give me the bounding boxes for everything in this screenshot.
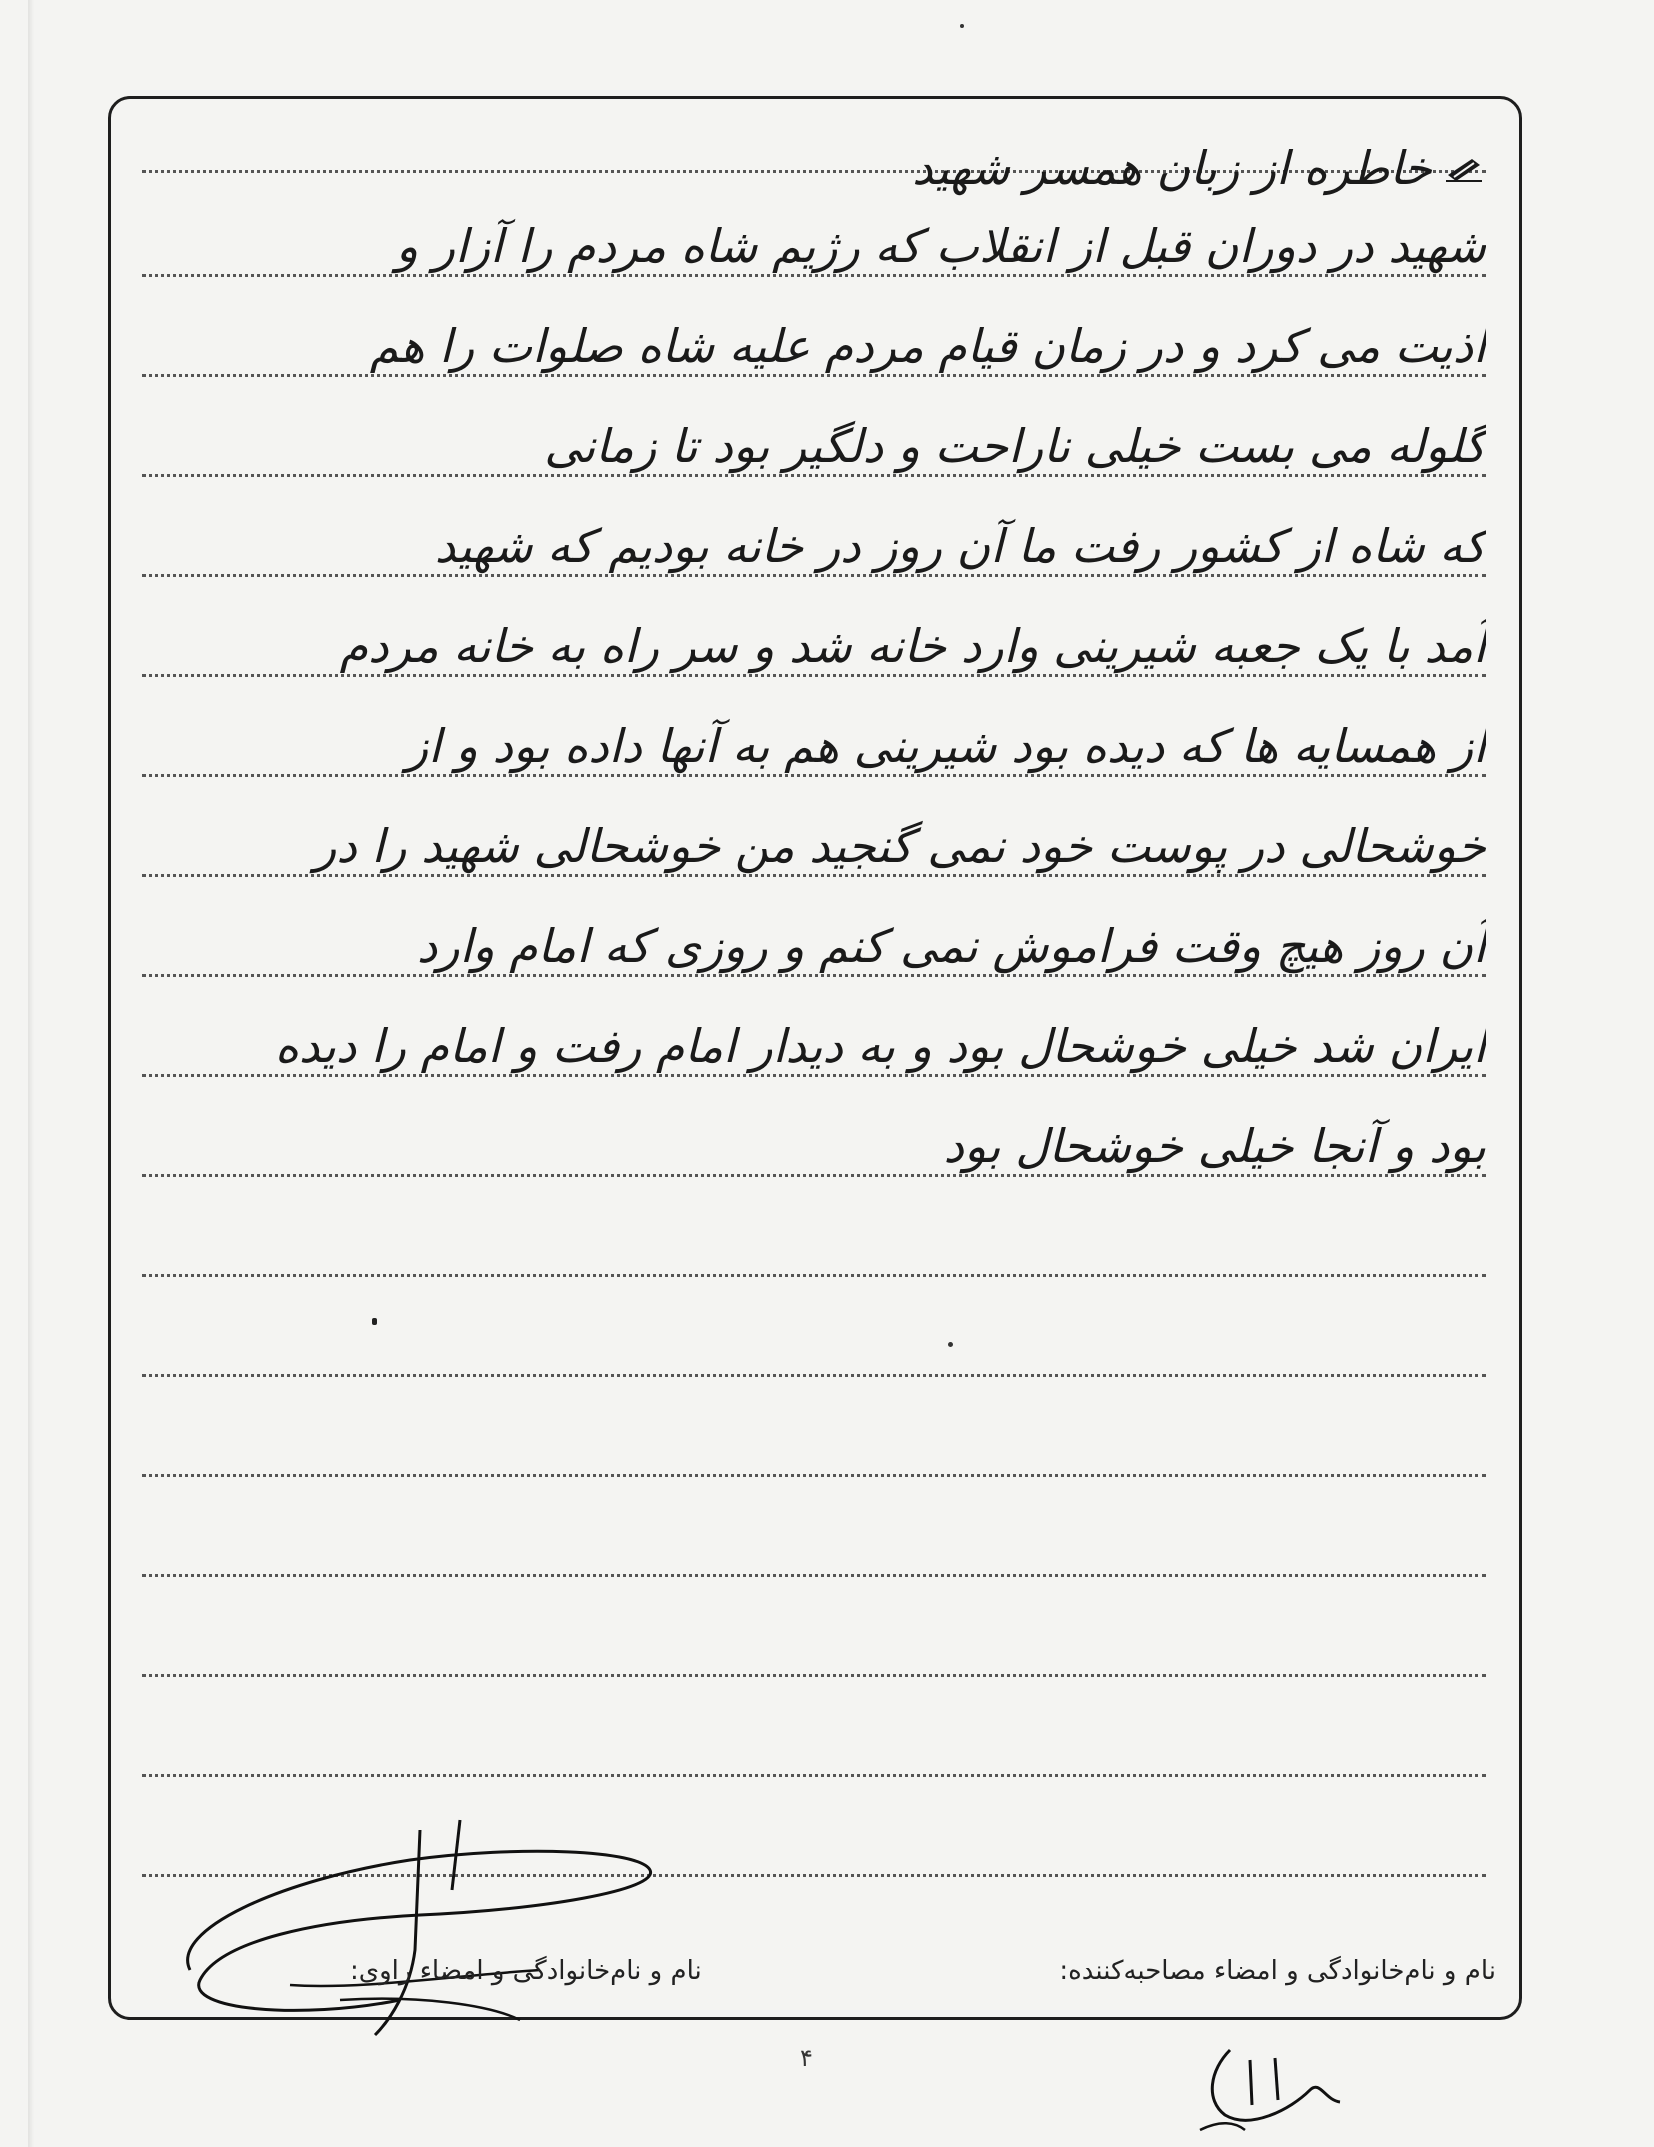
memoir-line: آمد با یک جعبه شیرینی وارد خانه شد و سر راه به خانه مردم: [339, 619, 1486, 673]
memoir-line: که شاه از کشور رفت ما آن روز در خانه بودیم که شهید: [434, 519, 1486, 573]
scan-speck: [948, 1342, 953, 1347]
memoir-line: شهید در دوران قبل از انقلاب که رژیم شاه مردم را آزار و: [396, 219, 1486, 273]
memoir-title: خاطره از زبان همسر شهید: [912, 141, 1432, 195]
pen-writing-icon: [1444, 153, 1484, 183]
page-number: ۴: [800, 2044, 813, 2072]
ruled-line: [142, 1774, 1486, 1777]
memoir-line: ایران شد خیلی خوشحال بود و به دیدار امام رفت و امام را دیده: [274, 1019, 1486, 1073]
memoir-line: اذیت می کرد و در زمان قیام مردم علیه شاه صلوات را هم: [369, 319, 1486, 373]
interviewer-signature: [1190, 2030, 1350, 2140]
scan-speck: [372, 1318, 377, 1325]
memoir-line: گلوله می بست خیلی ناراحت و دلگیر بود تا زمانی: [544, 419, 1486, 473]
ruled-line: [142, 1574, 1486, 1577]
memoir-title-row: [912, 138, 1484, 198]
scan-page-edge: [28, 0, 34, 2147]
ruled-line: [142, 1374, 1486, 1377]
memoir-line: بود و آنجا خیلی خوشحال بود: [943, 1119, 1486, 1173]
memoir-line: خوشحالی در پوست خود نمی گنجید من خوشحالی شهید را در: [314, 819, 1486, 873]
ruled-line: [142, 1274, 1486, 1277]
narrator-signature: [160, 1790, 680, 2040]
memoir-line: آن روز هیچ وقت فراموش نمی کنم و روزی که امام وارد: [416, 919, 1486, 973]
ruled-line: [142, 1474, 1486, 1477]
narrator-signature-label: نام و نام‌خانوادگی و امضاء راوی:: [350, 1956, 702, 1986]
scan-speck: [960, 24, 964, 28]
interviewer-signature-label: نام و نام‌خانوادگی و امضاء مصاحبه‌کننده:: [1059, 1956, 1496, 1986]
memoir-line: از همسایه ها که دیده بود شیرینی هم به آنها داده بود و از: [406, 719, 1486, 773]
ruled-line: [142, 1674, 1486, 1677]
